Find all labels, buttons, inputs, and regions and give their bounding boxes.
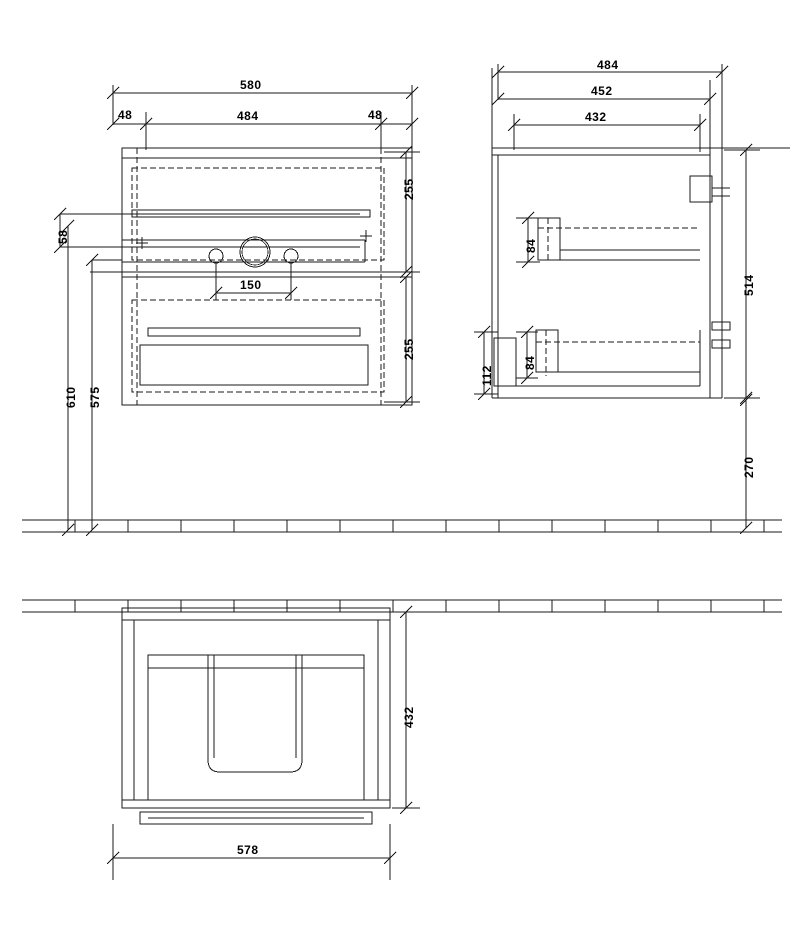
dim-label-150: 150 xyxy=(240,278,262,292)
dim-label-432-side: 432 xyxy=(585,110,607,124)
dim-label-255-upper: 255 xyxy=(402,178,416,200)
floor-line-upper xyxy=(22,520,782,532)
dim-label-112: 112 xyxy=(480,365,494,386)
dim-label-270: 270 xyxy=(742,456,756,478)
dim-432-side xyxy=(508,114,706,152)
dim-label-580: 580 xyxy=(240,78,262,92)
dim-label-48-right: 48 xyxy=(368,108,383,122)
dim-label-484-front: 484 xyxy=(237,109,259,123)
dim-58 xyxy=(54,208,360,253)
dim-label-578: 578 xyxy=(237,843,259,857)
dim-label-58: 58 xyxy=(56,229,70,244)
wall-line-plan xyxy=(22,600,782,612)
dim-label-255-lower: 255 xyxy=(402,338,416,360)
dim-484-front xyxy=(140,112,387,150)
dim-label-514: 514 xyxy=(742,274,756,296)
dim-label-575: 575 xyxy=(88,386,102,408)
dim-label-48-left: 48 xyxy=(118,108,133,122)
dim-label-84-lower: 84 xyxy=(523,355,537,370)
dim-255-upper xyxy=(384,146,420,278)
plan-view xyxy=(107,606,420,880)
dim-48-right xyxy=(381,118,418,130)
dim-label-610: 610 xyxy=(64,386,78,408)
dim-label-432-plan: 432 xyxy=(402,706,416,728)
dim-label-452: 452 xyxy=(591,84,613,98)
dim-label-484-side: 484 xyxy=(597,58,619,72)
front-elevation-view xyxy=(54,85,420,536)
dim-label-84-upper: 84 xyxy=(524,238,538,253)
dim-484-side xyxy=(492,64,728,150)
dim-610 xyxy=(62,220,74,536)
